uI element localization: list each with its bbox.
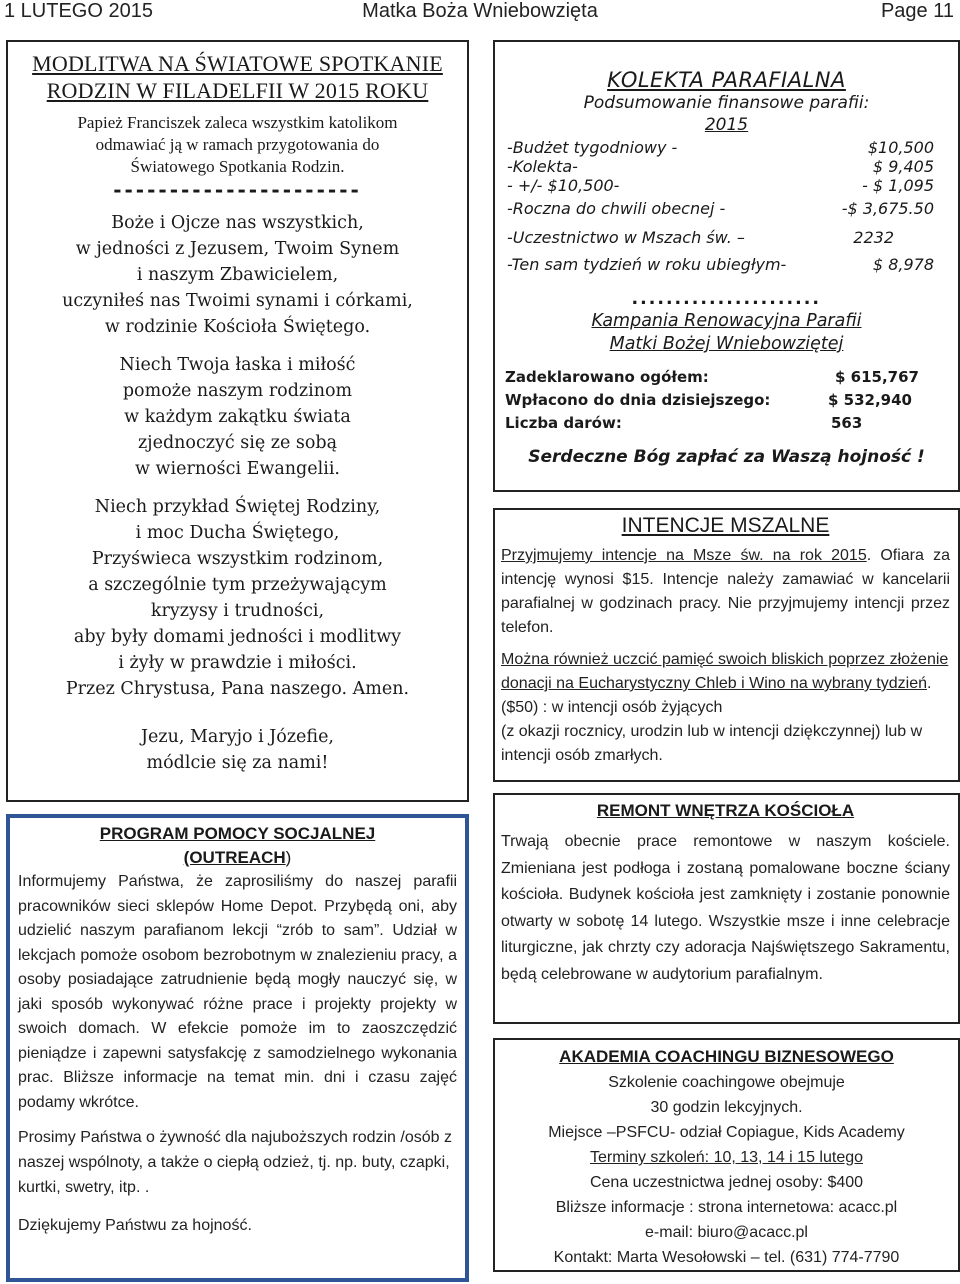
prayer-intro [8, 112, 467, 178]
prayer-line: Boże i Ojcze nas wszystkich, [111, 213, 364, 233]
renovation-title: REMONT WNĘTRZA KOŚCIOŁA [596, 801, 855, 820]
prayer-box [6, 40, 469, 802]
coaching-line: Cena uczestnictwa jednej osoby: $400 [589, 1174, 864, 1191]
prayer-line: Przyświeca wszystkim rodzinom, [91, 549, 384, 569]
mass-intentions-p1 [501, 544, 950, 640]
row-value: $10,500 [867, 138, 934, 157]
coaching-contact: Kontakt: Marta Wesołowski – tel. (631) 774-7790 [553, 1249, 900, 1266]
outreach-title-2 [18, 846, 457, 870]
renovation-text: Trwają obecnie prace remontowe w naszym kościele. Zmieniana jest podłoga i zostaną pomalowane boczne ściany kościoła. Budynek kościoła jest zamknięty i zostanie ponownie otwarty w sobotę 14 lutego. Wszystkie msze i inne celebracje liturgiczne, jak chrzty czy adoracja Najświętszego Sakramentu, będą celebrowane w audytorium parafialnym. [501, 833, 950, 983]
prayer-line: módlcie się za nami! [146, 753, 329, 773]
prayer-intro-line: Światowego Spotkania Rodzin. [130, 157, 345, 176]
mass-intentions-p2 [501, 648, 950, 768]
row-label: -Budżet tygodniowy - [507, 138, 678, 157]
prayer-intro-line: Papież Franciszek zaleca wszystkim katolikom [77, 113, 398, 132]
prayer-line: Przez Chrystusa, Pana naszego. Amen. [65, 679, 410, 699]
prayer-line: w jedności z Jezusem, Twoim Synem [75, 239, 400, 259]
mass-intentions-p1-underlined: Przyjmujemy intencje na Msze św. na rok 2015 [501, 547, 867, 564]
mass-intentions-p2-underlined: Można również uczcić pamięć swoich bliskich poprzez złożenie donacji na Eucharystyczny Chleb i Wino na wybrany tydzień [501, 651, 949, 692]
mass-intentions-p2-text: . ($50) : w intencji osób żyjących [501, 675, 932, 716]
prayer-line: kryzysy i trudności, [150, 601, 325, 621]
last-year-row [495, 255, 958, 274]
collection-subtitle: Podsumowanie finansowe parafii: [583, 93, 870, 113]
prayer-line: Niech przykład Świętej Rodziny, [94, 497, 381, 517]
prayer-stanza-3 [8, 494, 467, 702]
outreach-p1: Informujemy Państwa, że zaprosiliśmy do naszej parafii pracowników sieci sklepów Home Depot. Przybędą oni, aby udzielić naszym parafianom lekcji “zrób to sam”. Udział w lekcjach pomoże osobom bezrobotnym w znalezieniu pracy, a osoby posiadające zatrudnienie będą mogły nauczyć się, w jaki sposób wykonywać różne prace i projekty projekty w swoich domach. W efekcie pomoże im to zaoszczędzić pieniądze i zapewni satysfakcję z samodzielnego wykonania prac. Bliższe informacje na temat min. dni i czasu zajęć podamy wkrótce. [18, 873, 457, 1111]
outreach-title-2-text: (OUTREACH [183, 848, 286, 867]
prayer-divider: ---------------------- [113, 178, 362, 202]
dotted-divider: ...................... [631, 284, 822, 309]
row-value: 2232 [853, 228, 894, 247]
prayer-line: w każdym zakątku świata [124, 407, 351, 427]
prayer-title-1: MODLITWA NA ŚWIATOWE SPOTKANIE [32, 51, 443, 76]
mass-intentions-p1-text: . Ofiara za intencję wynosi $15. Intencje należy zamawiać w kancelarii parafialnej w godzinach pracy. Nie przyjmujemy intencji przez telefon. [501, 547, 950, 636]
prayer-line: w wierności Ewangelii. [135, 459, 340, 479]
prayer-line: i żyły w prawdzie i miłości. [118, 653, 357, 673]
outreach-thanks: Dziękujemy Państwu za hojność. [18, 1217, 252, 1234]
mass-intentions-p2b-text: (z okazji rocznicy, urodzin lub w intencji dziękczynnej) lub w intencji osób zmarłych. [501, 723, 923, 764]
collection-row [495, 199, 958, 218]
collection-row [495, 138, 958, 157]
header-page: Page 11 [880, 0, 954, 22]
prayer-line: a szczególnie tym przeżywającym [88, 575, 387, 595]
collection-row [495, 157, 958, 176]
row-label: -Kolekta- [507, 157, 578, 176]
outreach-title-2-paren: ) [285, 848, 292, 867]
campaign-thanks: Serdeczne Bóg zapłać za Waszą hojność ! [528, 447, 925, 467]
mass-attendance-row [495, 228, 958, 247]
renovation-box [493, 793, 960, 1024]
coaching-title: AKADEMIA COACHINGU BIZNESOWEGO [559, 1047, 894, 1066]
row-label: -Ten sam tydzień w roku ubiegłym- [507, 255, 787, 274]
outreach-box [6, 814, 469, 1282]
coaching-dates: Terminy szkoleń: 10, 13, 14 i 15 lutego [589, 1149, 864, 1166]
collection-year: 2015 [704, 115, 749, 135]
outreach-title-1: PROGRAM POMOCY SOCJALNEJ [99, 824, 376, 843]
campaign-title-2: Matki Bożej Wniebowziętej [609, 334, 844, 354]
prayer-stanza-1 [8, 210, 467, 340]
row-value: 563 [831, 414, 863, 432]
prayer-line: zjednoczyć się ze sobą [137, 433, 338, 453]
mass-intentions-box [493, 508, 960, 782]
collection-row [495, 176, 958, 195]
prayer-line: i naszym Zbawicielem, [136, 265, 339, 285]
prayer-closing [8, 724, 467, 776]
mass-intentions-title: INTENCJE MSZALNE [621, 514, 830, 537]
row-label: Zadeklarowano ogółem: [505, 368, 709, 386]
coaching-line: 30 godzin lekcyjnych. [650, 1099, 803, 1116]
coaching-box [493, 1038, 960, 1272]
header-title: Matka Boża Wniebowzięta [362, 0, 598, 22]
header-date: 1 LUTEGO 2015 [4, 0, 153, 22]
row-label: Wpłacono do dnia dzisiejszego: [505, 391, 771, 409]
prayer-title-2: RODZIN W FILADELFII W 2015 ROKU [46, 78, 429, 103]
row-value: $ 8,978 [872, 255, 934, 274]
prayer-line: aby były domami jedności i modlitwy [73, 627, 402, 647]
row-value: $ 9,405 [872, 157, 934, 176]
campaign-row [495, 368, 958, 391]
prayer-line: Niech Twoja łaska i miłość [119, 355, 356, 375]
row-label: Liczba darów: [505, 414, 622, 432]
row-label: -Roczna do chwili obecnej - [507, 199, 726, 218]
prayer-intro-line: odmawiać ją w ramach przygotowania do [95, 135, 380, 154]
coaching-line: Bliższe informacje : strona internetowa: acacc.pl [555, 1199, 898, 1216]
prayer-line: uczyniłeś nas Twoimi synami i córkami, [62, 291, 413, 311]
prayer-line: i moc Ducha Świętego, [135, 523, 340, 543]
collection-title: KOLEKTA PARAFIALNA [607, 68, 846, 92]
row-label: - +/- $10,500- [507, 176, 620, 195]
row-value: -$ 3,675.50 [841, 199, 934, 218]
prayer-line: pomoże naszym rodzinom [122, 381, 353, 401]
prayer-line: w rodzinie Kościoła Świętego. [104, 317, 371, 337]
prayer-line: Jezu, Maryjo i Józefie, [141, 727, 334, 747]
coaching-email: e-mail: biuro@acacc.pl [645, 1224, 808, 1241]
outreach-p2: Prosimy Państwa o żywność dla najuboższych rodzin /osób z naszej wspólnoty, a także o ciepłą odzież, tj. np. buty, czapki, kurtki, swetry, itp. . [18, 1129, 452, 1196]
coaching-line: Miejsce –PSFCU- odział Copiague, Kids Academy [548, 1124, 905, 1141]
prayer-stanza-2 [8, 352, 467, 482]
campaign-row [495, 414, 958, 437]
row-label: -Uczestnictwo w Mszach św. – [507, 228, 745, 247]
row-value: $ 532,940 [828, 391, 912, 409]
row-value: - $ 1,095 [862, 176, 934, 195]
campaign-title-1: Kampania Renowacyjna Parafii [591, 311, 862, 331]
page-header [0, 0, 960, 26]
campaign-row [495, 391, 958, 414]
coaching-line: Szkolenie coachingowe obejmuje [608, 1074, 845, 1091]
row-value: $ 615,767 [835, 368, 919, 386]
collection-box [493, 40, 960, 492]
